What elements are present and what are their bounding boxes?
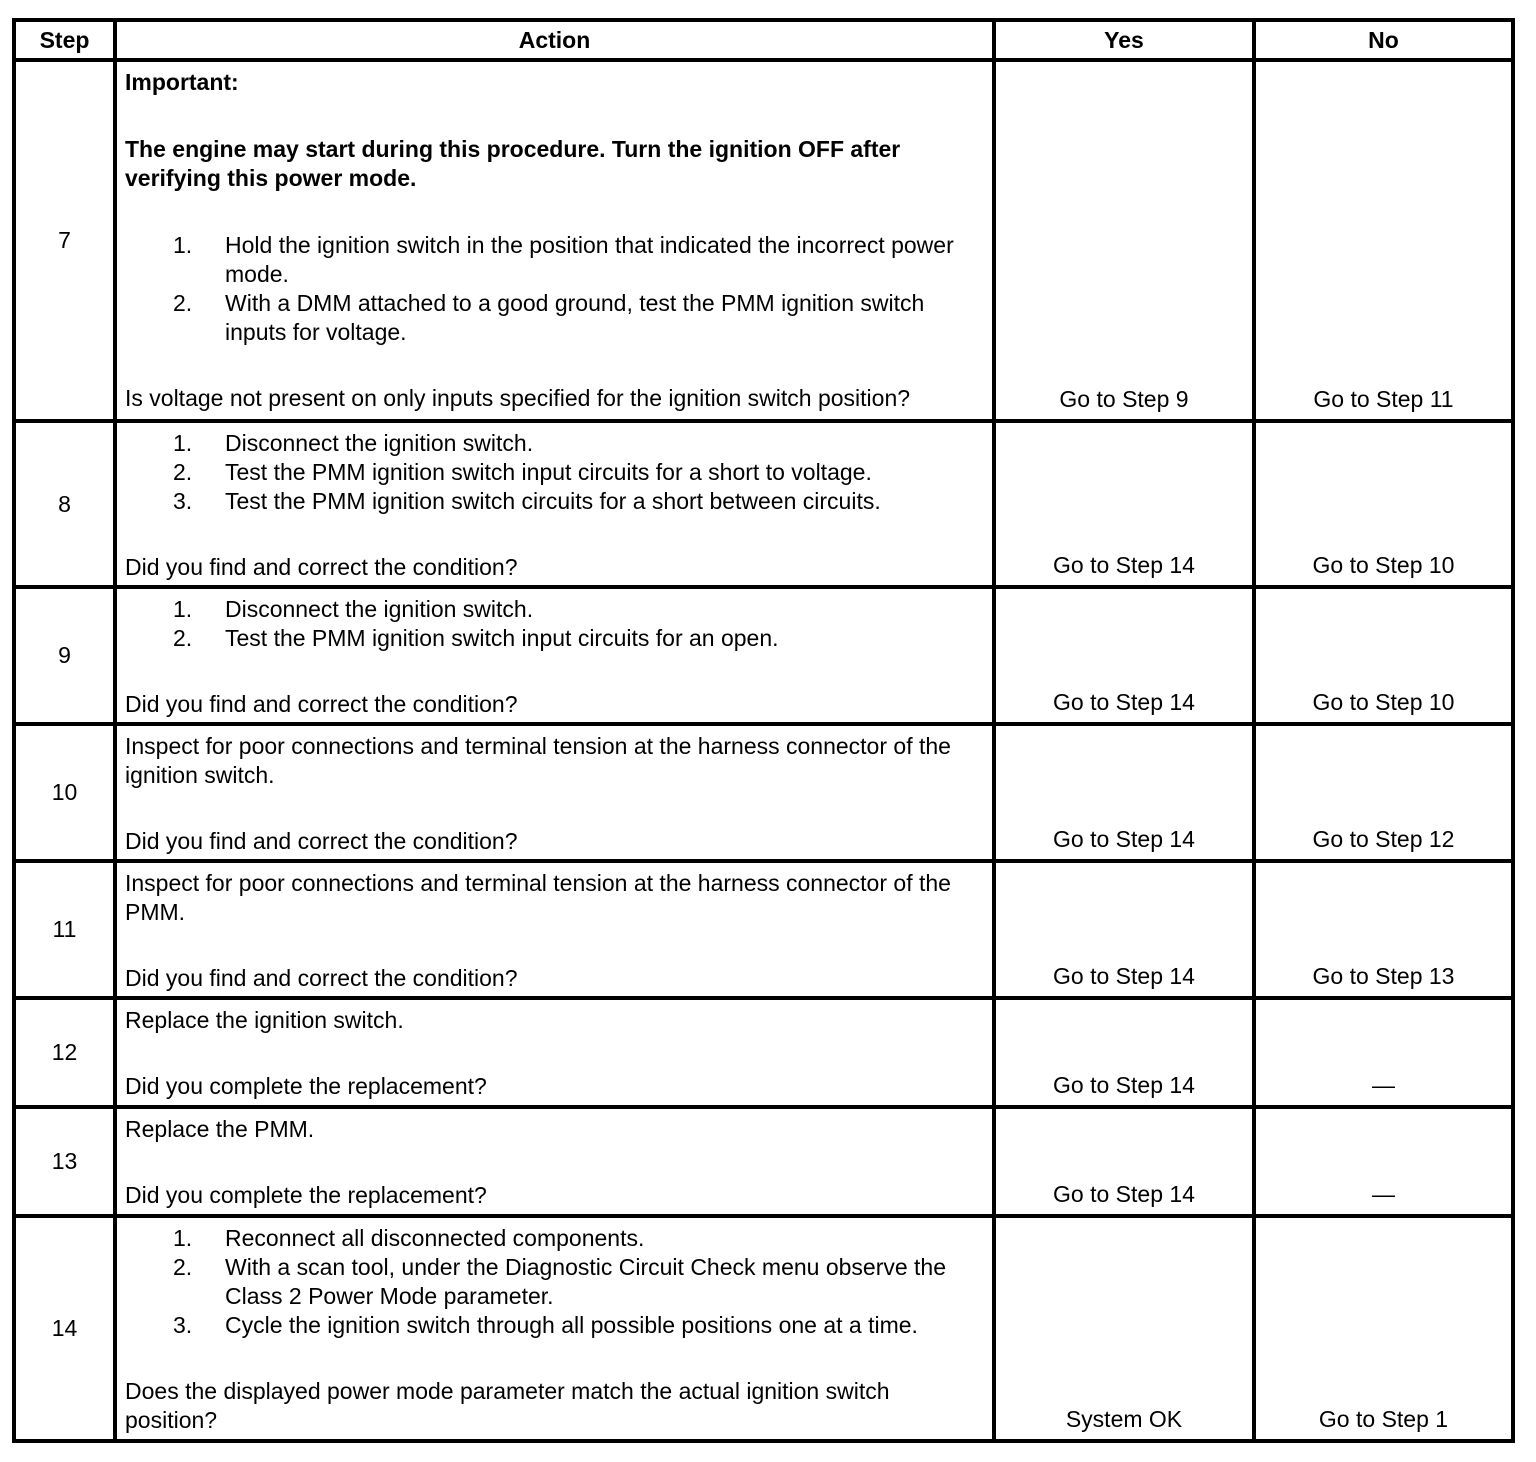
- yes-result: Go to Step 14: [994, 1107, 1254, 1216]
- list-item-number: 2.: [173, 290, 193, 316]
- step-number: 8: [14, 421, 115, 587]
- action-text: Inspect for poor connections and terminal tension at the harness connector of the ignition switch.: [125, 733, 951, 788]
- step-number: 13: [14, 1107, 115, 1216]
- action-cell: [115, 60, 994, 421]
- list-item-text: With a DMM attached to a good ground, test the PMM ignition switch inputs for voltage.: [225, 290, 925, 345]
- question-text: Did you complete the replacement?: [125, 1073, 487, 1099]
- procedure-list: [125, 595, 984, 653]
- list-item-text: Disconnect the ignition switch.: [225, 596, 534, 622]
- list-item-text: Hold the ignition switch in the position that indicated the incorrect power mode.: [225, 232, 954, 287]
- question-text: Did you find and correct the condition?: [125, 828, 518, 854]
- yes-result: Go to Step 9: [994, 60, 1254, 421]
- header-step: Step: [14, 20, 115, 60]
- table-row: [14, 998, 1513, 1107]
- no-result: Go to Step 10: [1254, 421, 1513, 587]
- yes-result: Go to Step 14: [994, 861, 1254, 998]
- header-action: Action: [115, 20, 994, 60]
- no-result: —: [1254, 998, 1513, 1107]
- action-text: Inspect for poor connections and terminal tension at the harness connector of the PMM.: [125, 870, 951, 925]
- table-row: [14, 861, 1513, 998]
- step-number: 11: [14, 861, 115, 998]
- list-item-number: 3.: [173, 488, 193, 514]
- yes-result: Go to Step 14: [994, 998, 1254, 1107]
- question-text: Did you find and correct the condition?: [125, 554, 518, 580]
- header-no: No: [1254, 20, 1513, 60]
- action-cell: [115, 1216, 994, 1441]
- action-cell: [115, 587, 994, 724]
- table-row: [14, 724, 1513, 861]
- action-cell: [115, 724, 994, 861]
- table-row: [14, 60, 1513, 421]
- no-result: Go to Step 12: [1254, 724, 1513, 861]
- question-text: Does the displayed power mode parameter match the actual ignition switch position?: [125, 1378, 890, 1433]
- question-text: Is voltage not present on only inputs specified for the ignition switch position?: [125, 385, 911, 411]
- action-text: Replace the PMM.: [125, 1116, 315, 1142]
- list-item-text: Test the PMM ignition switch circuits for a short between circuits.: [225, 488, 881, 514]
- list-item-number: 1.: [173, 430, 193, 456]
- list-item: [125, 1311, 984, 1340]
- yes-result: Go to Step 14: [994, 421, 1254, 587]
- procedure-list: [125, 1224, 984, 1340]
- no-result: —: [1254, 1107, 1513, 1216]
- procedure-list: [125, 231, 984, 347]
- list-item: [125, 289, 984, 347]
- yes-result: System OK: [994, 1216, 1254, 1441]
- list-item: [125, 429, 984, 458]
- header-row: [14, 20, 1513, 60]
- list-item: [125, 1224, 984, 1253]
- no-result: Go to Step 13: [1254, 861, 1513, 998]
- table-row: [14, 1107, 1513, 1216]
- step-number: 9: [14, 587, 115, 724]
- list-item: [125, 595, 984, 624]
- no-result: Go to Step 11: [1254, 60, 1513, 421]
- list-item-text: Disconnect the ignition switch.: [225, 430, 534, 456]
- procedure-list: [125, 429, 984, 516]
- action-cell: [115, 998, 994, 1107]
- header-yes: Yes: [994, 20, 1254, 60]
- diagnostic-table: [12, 18, 1515, 1443]
- list-item-number: 2.: [173, 459, 193, 485]
- important-text: The engine may start during this procedure. Turn the ignition OFF after verifying this power mode.: [125, 136, 901, 191]
- table-row: [14, 421, 1513, 587]
- step-number: 10: [14, 724, 115, 861]
- list-item-text: Reconnect all disconnected components.: [225, 1225, 645, 1251]
- step-number: 14: [14, 1216, 115, 1441]
- question-text: Did you complete the replacement?: [125, 1182, 487, 1208]
- list-item-text: With a scan tool, under the Diagnostic Circuit Check menu observe the Class 2 Power Mode parameter.: [225, 1254, 947, 1309]
- step-number: 12: [14, 998, 115, 1107]
- list-item-text: Test the PMM ignition switch input circuits for a short to voltage.: [225, 459, 872, 485]
- action-text: Replace the ignition switch.: [125, 1007, 404, 1033]
- list-item: [125, 231, 984, 289]
- action-cell: [115, 861, 994, 998]
- no-result: Go to Step 1: [1254, 1216, 1513, 1441]
- list-item-text: Test the PMM ignition switch input circuits for an open.: [225, 625, 779, 651]
- list-item-number: 1.: [173, 1225, 193, 1251]
- list-item-number: 2.: [173, 1254, 193, 1280]
- no-result: Go to Step 10: [1254, 587, 1513, 724]
- list-item-number: 1.: [173, 596, 193, 622]
- yes-result: Go to Step 14: [994, 587, 1254, 724]
- action-cell: [115, 421, 994, 587]
- action-cell: [115, 1107, 994, 1216]
- step-number: 7: [14, 60, 115, 421]
- important-label: Important:: [125, 69, 239, 95]
- list-item: [125, 458, 984, 487]
- list-item-number: 3.: [173, 1312, 193, 1338]
- list-item-text: Cycle the ignition switch through all possible positions one at a time.: [225, 1312, 918, 1338]
- list-item: [125, 1253, 984, 1311]
- list-item: [125, 487, 984, 516]
- table-row: [14, 1216, 1513, 1441]
- list-item-number: 1.: [173, 232, 193, 258]
- yes-result: Go to Step 14: [994, 724, 1254, 861]
- question-text: Did you find and correct the condition?: [125, 691, 518, 717]
- question-text: Did you find and correct the condition?: [125, 965, 518, 991]
- list-item-number: 2.: [173, 625, 193, 651]
- list-item: [125, 624, 984, 653]
- table-row: [14, 587, 1513, 724]
